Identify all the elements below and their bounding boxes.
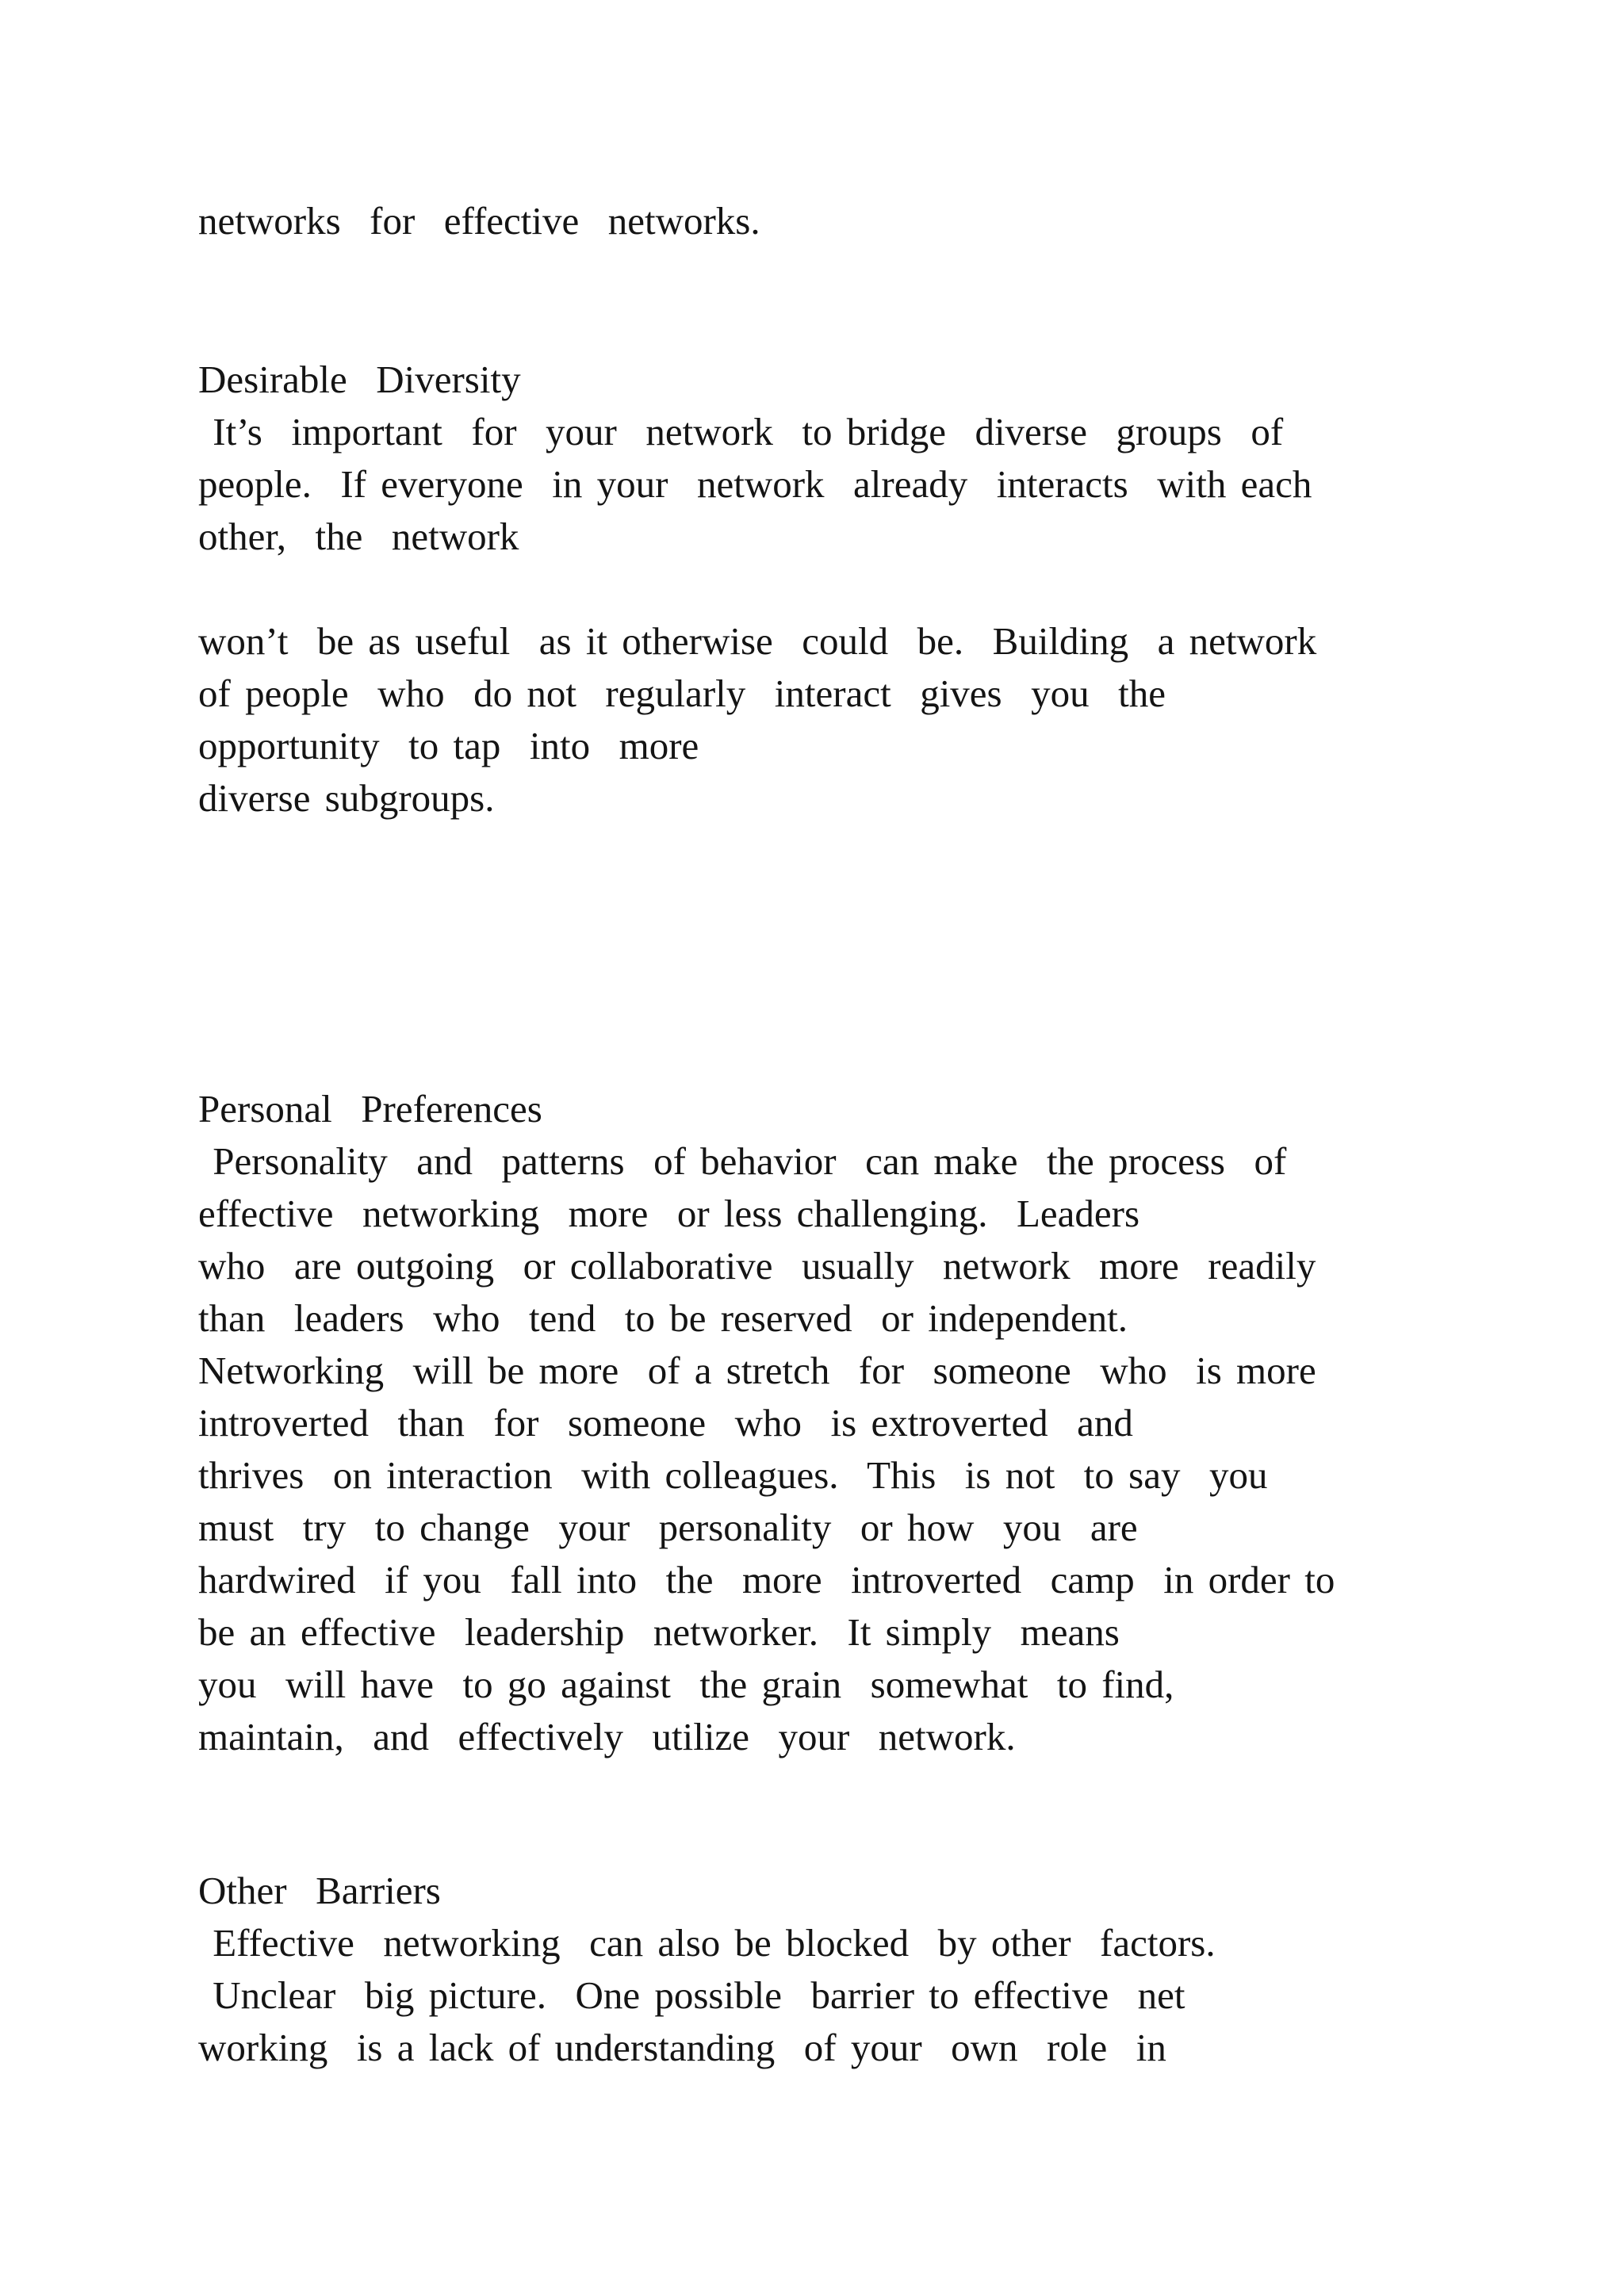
text-line: than leaders who tend to be reserved or independent. (198, 1296, 1128, 1340)
text-line: introverted than for someone who is extroverted and (198, 1401, 1133, 1445)
text-line: be an effective leadership networker. It simply means (198, 1610, 1120, 1654)
section-heading: Desirable Diversity (198, 358, 521, 401)
text-line: must try to change your personality or how you are (198, 1506, 1138, 1549)
text-line: of people who do not regularly interact gives you the (198, 672, 1166, 715)
text-line: Effective networking can also be blocked by other factors. (198, 1921, 1216, 1965)
text-line: Networking will be more of a stretch for someone who is more (198, 1349, 1316, 1392)
text-line: other, the network (198, 515, 519, 558)
text-line: working is a lack of understanding of your own role in (198, 2026, 1166, 2069)
text-line: It’s important for your network to bridge diverse groups of (198, 410, 1284, 453)
text-line: people. If everyone in your network already interacts with each (198, 462, 1312, 506)
section-heading: Other Barriers (198, 1869, 441, 1912)
text-line: opportunity to tap into more (198, 724, 699, 767)
text-line: thrives on interaction with colleagues. This is not to say you (198, 1453, 1268, 1497)
text-line: won’t be as useful as it otherwise could be. Building a network (198, 619, 1317, 663)
text-line: maintain, and effectively utilize your network. (198, 1715, 1016, 1758)
text-line: networks for effective networks. (198, 199, 760, 243)
text-line: diverse subgroups. (198, 776, 495, 820)
section-heading: Personal Preferences (198, 1087, 542, 1131)
text-line: Unclear big picture. One possible barrier to effective net (198, 1973, 1185, 2017)
text-line: hardwired if you fall into the more introverted camp in order to (198, 1558, 1335, 1601)
text-line: effective networking more or less challenging. Leaders (198, 1192, 1140, 1235)
text-line: you will have to go against the grain somewhat to find, (198, 1663, 1174, 1706)
text-line: who are outgoing or collaborative usually network more readily (198, 1244, 1316, 1288)
text-line: Personality and patterns of behavior can make the process of (198, 1139, 1287, 1183)
